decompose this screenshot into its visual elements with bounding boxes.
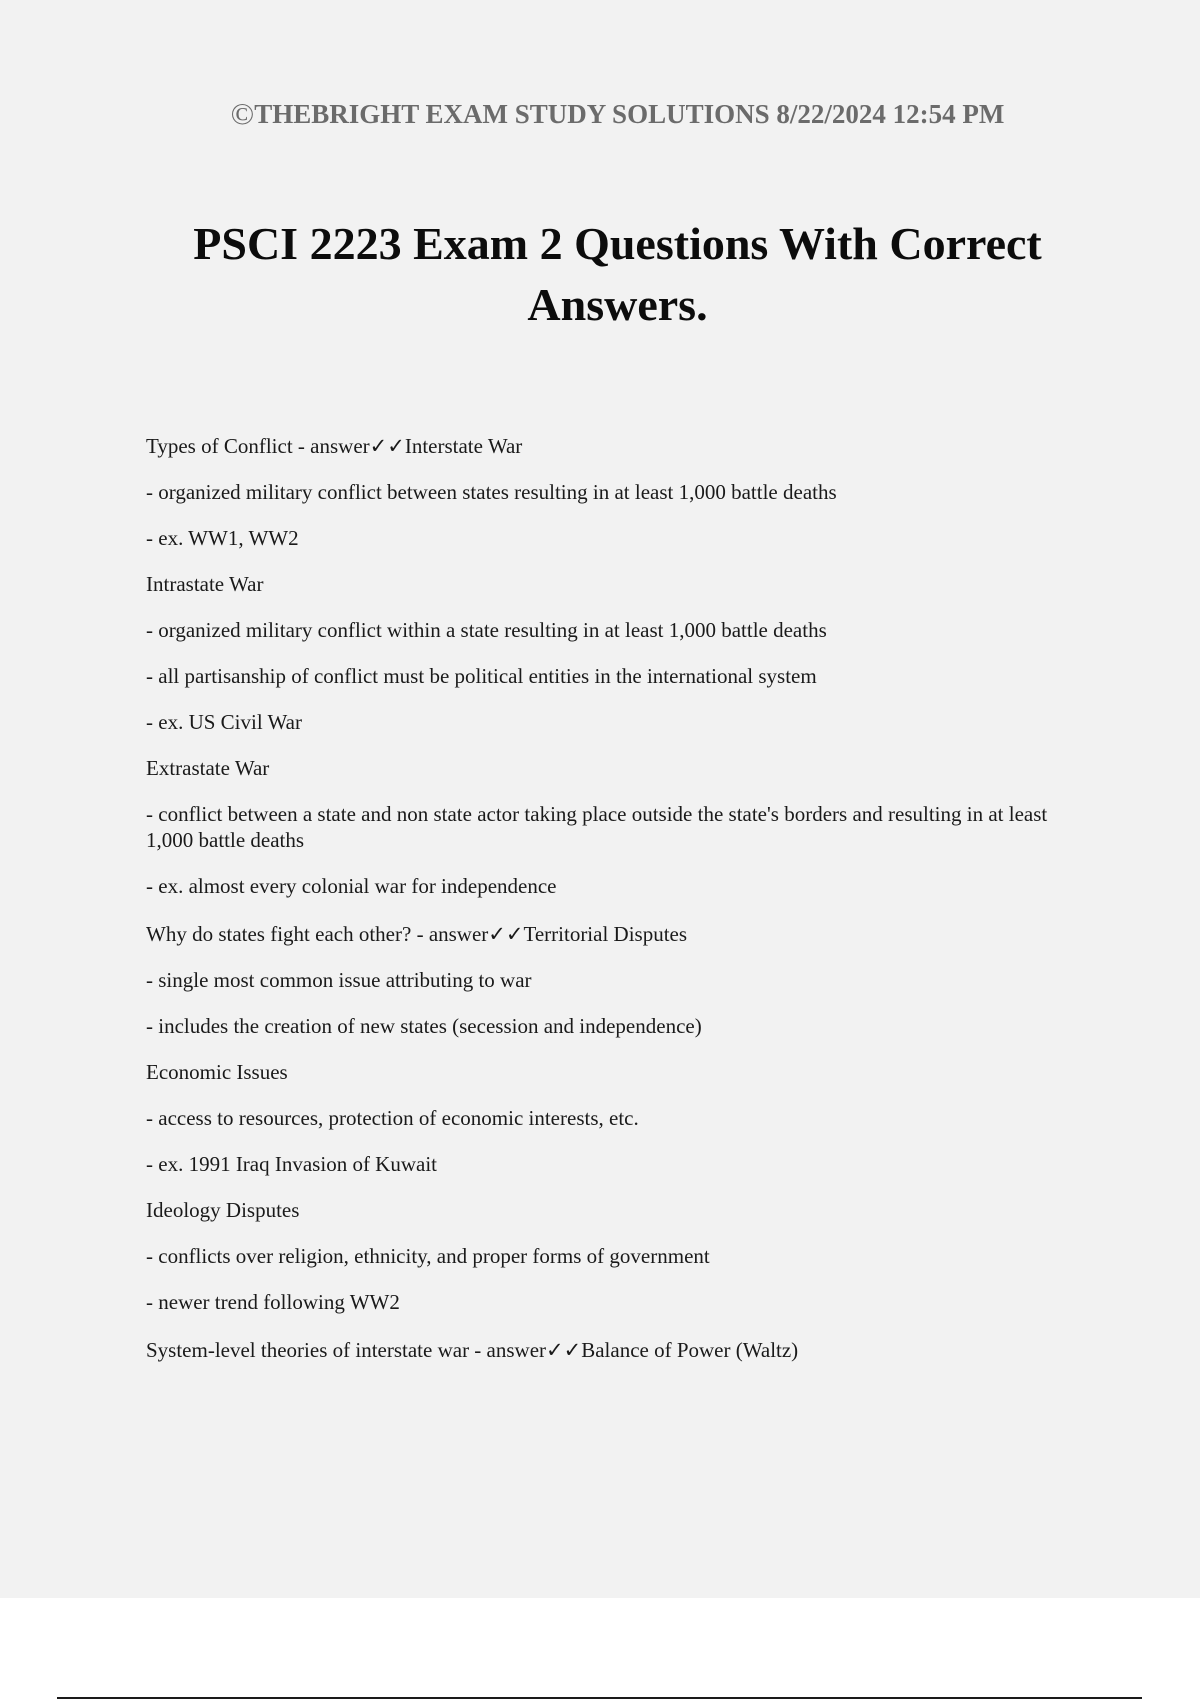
body-line: System-level theories of interstate war - answer✓✓Balance of Power (Waltz) bbox=[146, 1338, 799, 1362]
body-line: - single most common issue attributing to war bbox=[146, 968, 532, 992]
watermark-header bbox=[0, 96, 1200, 132]
body-line: - all partisanship of conflict must be political entities in the international system bbox=[146, 664, 817, 688]
body-line: - includes the creation of new states (secession and independence) bbox=[146, 1014, 702, 1038]
body-line: Extrastate War bbox=[146, 756, 270, 780]
body-line: - conflicts over religion, ethnicity, and proper forms of government bbox=[146, 1244, 710, 1268]
copyright-icon: © bbox=[230, 96, 255, 131]
body-line: Why do states fight each other? - answer✓✓Territorial Disputes bbox=[146, 922, 688, 946]
body-line: - ex. US Civil War bbox=[146, 710, 302, 734]
body-line: - organized military conflict within a state resulting in at least 1,000 battle deaths bbox=[146, 618, 827, 642]
body-line: - conflict between a state and non state actor taking place outside the state's borders and resulting in at least 1,000 battle deaths bbox=[146, 802, 1048, 852]
document-body bbox=[146, 433, 1096, 1383]
body-line: - ex. WW1, WW2 bbox=[146, 526, 299, 550]
body-line: - newer trend following WW2 bbox=[146, 1290, 400, 1314]
body-line: - ex. 1991 Iraq Invasion of Kuwait bbox=[146, 1152, 438, 1176]
body-line: Types of Conflict - answer✓✓Interstate War bbox=[146, 434, 523, 458]
watermark-text: THEBRIGHT EXAM STUDY SOLUTIONS 8/22/2024 12:54 PM bbox=[254, 99, 1005, 129]
document-title: PSCI 2223 Exam 2 Questions With Correct Answers. bbox=[193, 218, 1042, 330]
body-line: Ideology Disputes bbox=[146, 1198, 300, 1222]
body-line: Intrastate War bbox=[146, 572, 264, 596]
body-line: - organized military conflict between states resulting in at least 1,000 battle deaths bbox=[146, 480, 837, 504]
body-line: - ex. almost every colonial war for independence bbox=[146, 874, 557, 898]
body-line: Economic Issues bbox=[146, 1060, 288, 1084]
footer-divider bbox=[57, 1697, 1142, 1699]
body-line: - access to resources, protection of economic interests, etc. bbox=[146, 1106, 639, 1130]
